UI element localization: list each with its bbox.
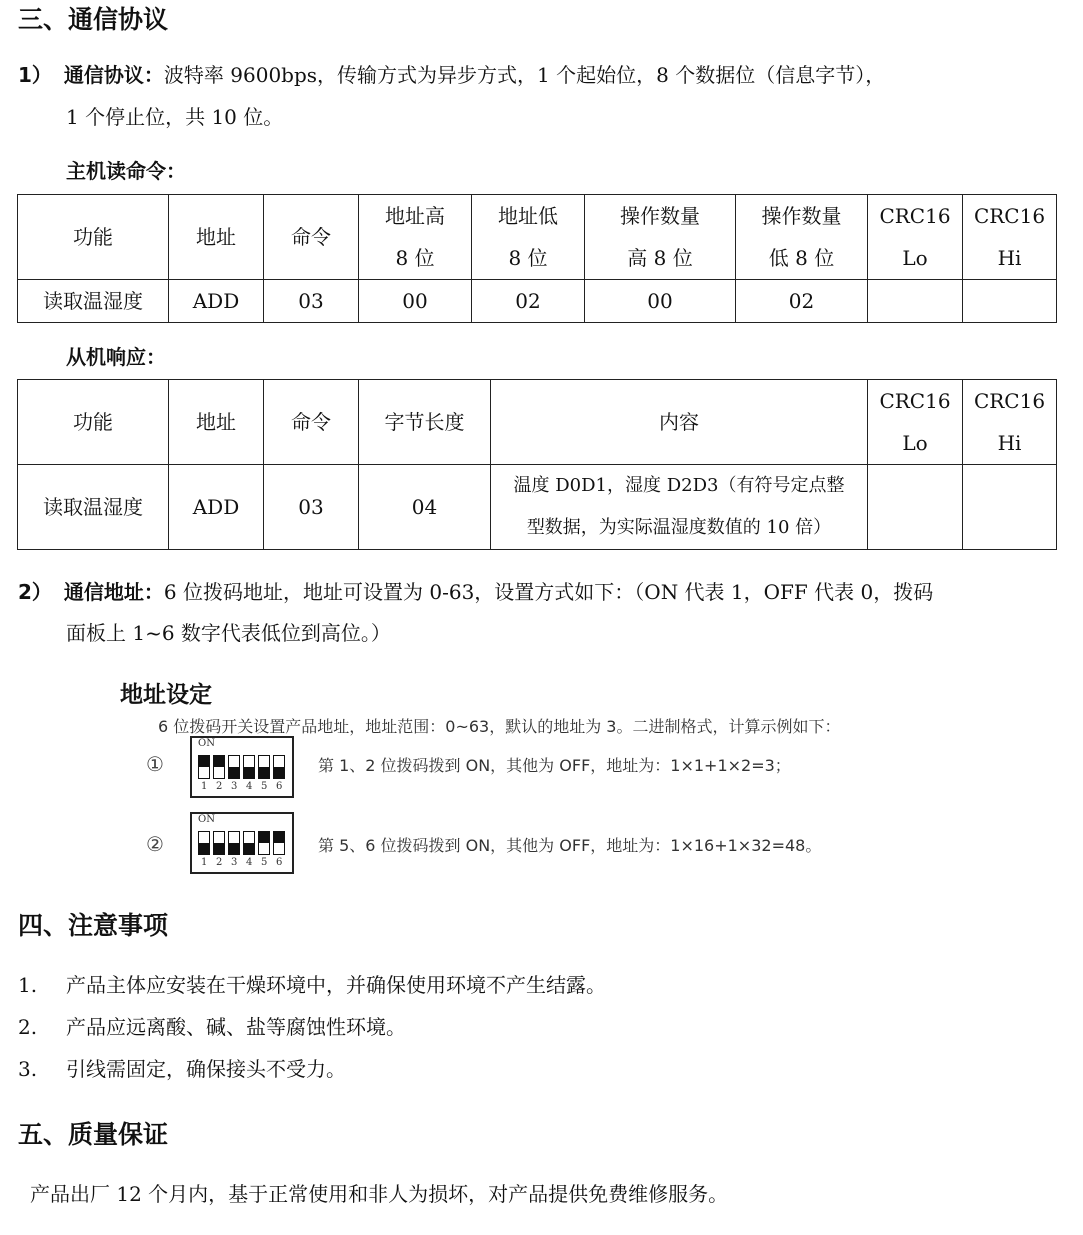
dip-switch-6 xyxy=(273,831,285,855)
section-4-title: 四、注意事项 xyxy=(18,911,169,940)
table-cell: 地址 xyxy=(169,195,264,280)
list-number: 2. xyxy=(18,1015,38,1039)
master-command-label: 主机读命令： xyxy=(66,159,186,183)
dip-switch-example-1 xyxy=(190,736,294,798)
table-cell: 读取温湿度 xyxy=(18,280,169,323)
table-cell: 功能 xyxy=(18,380,169,465)
dip-switch-3 xyxy=(228,755,240,779)
table-cell: 03 xyxy=(264,465,359,550)
dip-switch-5 xyxy=(258,755,270,779)
table-cell: 03 xyxy=(264,280,359,323)
dip-switch-number: 1 xyxy=(201,781,208,792)
address-paragraph xyxy=(18,571,933,613)
dip-switch-number: 5 xyxy=(261,781,268,792)
item-number: 2） xyxy=(18,580,52,604)
table-header-row xyxy=(18,195,1057,280)
slave-response-table xyxy=(17,379,1057,550)
table-cell: 命令 xyxy=(264,195,359,280)
dip-switch-number: 6 xyxy=(276,781,283,792)
figure-description: 6 位拨码开关设置产品地址，地址范围：0~63，默认的地址为 3。二进制格式，计算示例如下： xyxy=(158,717,841,736)
dip-switch-3 xyxy=(228,831,240,855)
list-number: 1. xyxy=(18,973,38,997)
dip-switch-number: 3 xyxy=(231,857,238,868)
dip-switch-4 xyxy=(243,831,255,855)
table-cell: ADD xyxy=(169,465,264,550)
table-cell: CRC16 Lo xyxy=(868,195,963,280)
protocol-continuation: 1 个停止位，共 10 位。 xyxy=(66,105,284,129)
table-cell xyxy=(963,280,1057,323)
dip-switch-number: 2 xyxy=(216,781,223,792)
dip-switch-number: 3 xyxy=(231,781,238,792)
table-cell: ADD xyxy=(169,280,264,323)
table-cell: 内容 xyxy=(491,380,868,465)
example-1-text: 第 1、2 位拨码拨到 ON，其他为 OFF，地址为：1×1+1×2=3； xyxy=(318,756,791,775)
dip-switch-2 xyxy=(213,831,225,855)
address-setting-figure xyxy=(120,672,950,884)
dip-on-label: ON xyxy=(198,814,215,825)
table-cell xyxy=(868,280,963,323)
protocol-paragraph xyxy=(18,54,885,96)
dip-switch-1 xyxy=(198,831,210,855)
dip-switch-6 xyxy=(273,755,285,779)
table-cell: 功能 xyxy=(18,195,169,280)
protocol-text: 波特率 9600bps，传输方式为异步方式，1 个起始位，8 个数据位（信息字节）， xyxy=(163,63,886,87)
address-continuation: 面板上 1~6 数字代表低位到高位。） xyxy=(66,621,391,645)
dip-switch-number: 6 xyxy=(276,857,283,868)
figure-title: 地址设定 xyxy=(120,682,212,708)
table-cell: 00 xyxy=(359,280,472,323)
list-text: 引线需固定，确保接头不受力。 xyxy=(66,1057,346,1081)
table-cell: 00 xyxy=(585,280,736,323)
dip-switch-4 xyxy=(243,755,255,779)
table-cell xyxy=(963,465,1057,550)
table-cell: 操作数量 高 8 位 xyxy=(585,195,736,280)
table-row xyxy=(18,465,1057,550)
dip-switch-number: 4 xyxy=(246,857,253,868)
slave-response-label: 从机响应： xyxy=(66,345,166,369)
table-cell xyxy=(868,465,963,550)
dip-switch-1 xyxy=(198,755,210,779)
dip-switch-2 xyxy=(213,755,225,779)
table-cell: 04 xyxy=(359,465,491,550)
table-cell: 字节长度 xyxy=(359,380,491,465)
address-text: 6 位拨码地址，地址可设置为 0-63，设置方式如下：（ON 代表 1，OFF 代表 0，拨码 xyxy=(163,580,934,604)
dip-switch-number: 5 xyxy=(261,857,268,868)
dip-switch-number: 2 xyxy=(216,857,223,868)
list-number: 3. xyxy=(18,1057,38,1081)
table-cell: 02 xyxy=(736,280,868,323)
dip-switch-number: 4 xyxy=(246,781,253,792)
table-cell: 读取温湿度 xyxy=(18,465,169,550)
table-cell: 02 xyxy=(472,280,585,323)
dip-switch-example-2 xyxy=(190,812,294,874)
table-cell: 地址高 8 位 xyxy=(359,195,472,280)
table-cell: 命令 xyxy=(264,380,359,465)
protocol-label: 通信协议： xyxy=(63,63,164,87)
example-1-marker: ① xyxy=(146,752,164,776)
example-2-marker: ② xyxy=(146,832,164,856)
table-cell: 地址低 8 位 xyxy=(472,195,585,280)
list-text: 产品应远离酸、碱、盐等腐蚀性环境。 xyxy=(66,1015,406,1039)
table-cell: CRC16 Hi xyxy=(963,380,1057,465)
table-cell: 温度 D0D1，湿度 D2D3（有符号定点整 型数据，为实际温湿度数值的 10 倍） xyxy=(491,465,868,550)
section-3-title: 三、通信协议 xyxy=(18,5,169,34)
table-cell: CRC16 Hi xyxy=(963,195,1057,280)
example-2-text: 第 5、6 位拨码拨到 ON，其他为 OFF，地址为：1×16+1×32=48。 xyxy=(318,836,822,855)
dip-switch-5 xyxy=(258,831,270,855)
table-cell: 操作数量 低 8 位 xyxy=(736,195,868,280)
table-cell: 地址 xyxy=(169,380,264,465)
table-row xyxy=(18,280,1057,323)
item-number: 1） xyxy=(18,63,52,87)
warranty-text: 产品出厂 12 个月内，基于正常使用和非人为损坏，对产品提供免费维修服务。 xyxy=(30,1182,729,1206)
section-5-title: 五、质量保证 xyxy=(18,1120,169,1149)
list-text: 产品主体应安装在干燥环境中，并确保使用环境不产生结露。 xyxy=(66,973,606,997)
dip-switch-number: 1 xyxy=(201,857,208,868)
table-cell: CRC16 Lo xyxy=(868,380,963,465)
address-label: 通信地址： xyxy=(63,580,164,604)
dip-on-label: ON xyxy=(198,738,215,749)
master-command-table xyxy=(17,194,1057,323)
table-header-row xyxy=(18,380,1057,465)
